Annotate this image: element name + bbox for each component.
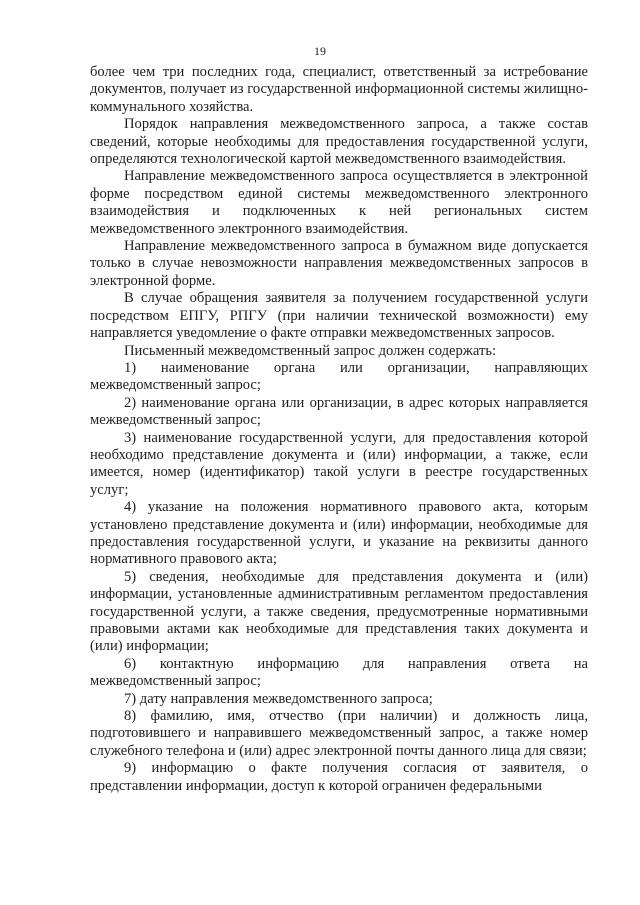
paragraph: Направление межведомственного запроса осуществляется в электронной форме посредством единой системы межведомственного электронного взаимодействия и подключенных к ней региональных систем межведомственного электронного взаимодействия. xyxy=(90,168,588,237)
paragraph: Письменный межведомственный запрос должен содержать: xyxy=(124,342,497,359)
paragraph: 4) указание на положения нормативного правового акта, которым установлено представление документа и (или) информации, необходимые для предоставления государственной услуги, и указание на реквизиты данного нормативного правового акта; xyxy=(90,499,588,568)
paragraph: 7) дату направления межведомственного запроса; xyxy=(124,690,433,707)
paragraph: 9) информацию о факте получения согласия от заявителя, о представлении информации, доступ к которой ограничен федеральными xyxy=(90,760,588,794)
paragraph: 3) наименование государственной услуги, для предоставления которой необходимо представление документа и (или) информации, а также, если имеется, номер (идентификатор) такой услуги в реестре государственных услуг; xyxy=(90,429,588,498)
paragraph: В случае обращения заявителя за получением государственной услуги посредством ЕПГУ, РПГУ (при наличии технической возможности) ему направляется уведомление о факте отправки межведомственных запросов. xyxy=(90,290,588,342)
paragraph: 2) наименование органа или организации, в адрес которых направляется межведомственный запрос; xyxy=(90,394,588,429)
paragraph: более чем три последних года, специалист, ответственный за истребование документов, получает из государственной информационной системы жилищно-коммунального хозяйства. xyxy=(90,64,588,115)
paragraph: 5) сведения, необходимые для представления документа и (или) информации, установленные административным регламентом предоставления государственной услуги, а также сведения, предусмотренные нормативными правовыми актами как необходимые для представления таких документа и (или) информации; xyxy=(90,568,588,655)
paragraph: 6) контактную информацию для направления ответа на межведомственный запрос; xyxy=(90,655,588,690)
paragraph: Направление межведомственного запроса в бумажном виде допускается только в случае невозможности направления межведомственных запросов в электронной форме. xyxy=(90,238,588,289)
document-body xyxy=(90,64,588,795)
paragraph: 1) наименование органа или организации, направляющих межведомственный запрос; xyxy=(90,359,588,394)
page-number: 19 xyxy=(314,44,326,58)
paragraph: 8) фамилию, имя, отчество (при наличии) и должность лица, подготовившего и направившего межведомственный запрос, а также номер служебного телефона и (или) адрес электронной почты данного лица для связи; xyxy=(90,708,588,759)
paragraph: Порядок направления межведомственного запроса, а также состав сведений, которые необходимы для предоставления государственной услуги, определяются технологической картой межведомственного взаимодействия. xyxy=(90,116,588,168)
